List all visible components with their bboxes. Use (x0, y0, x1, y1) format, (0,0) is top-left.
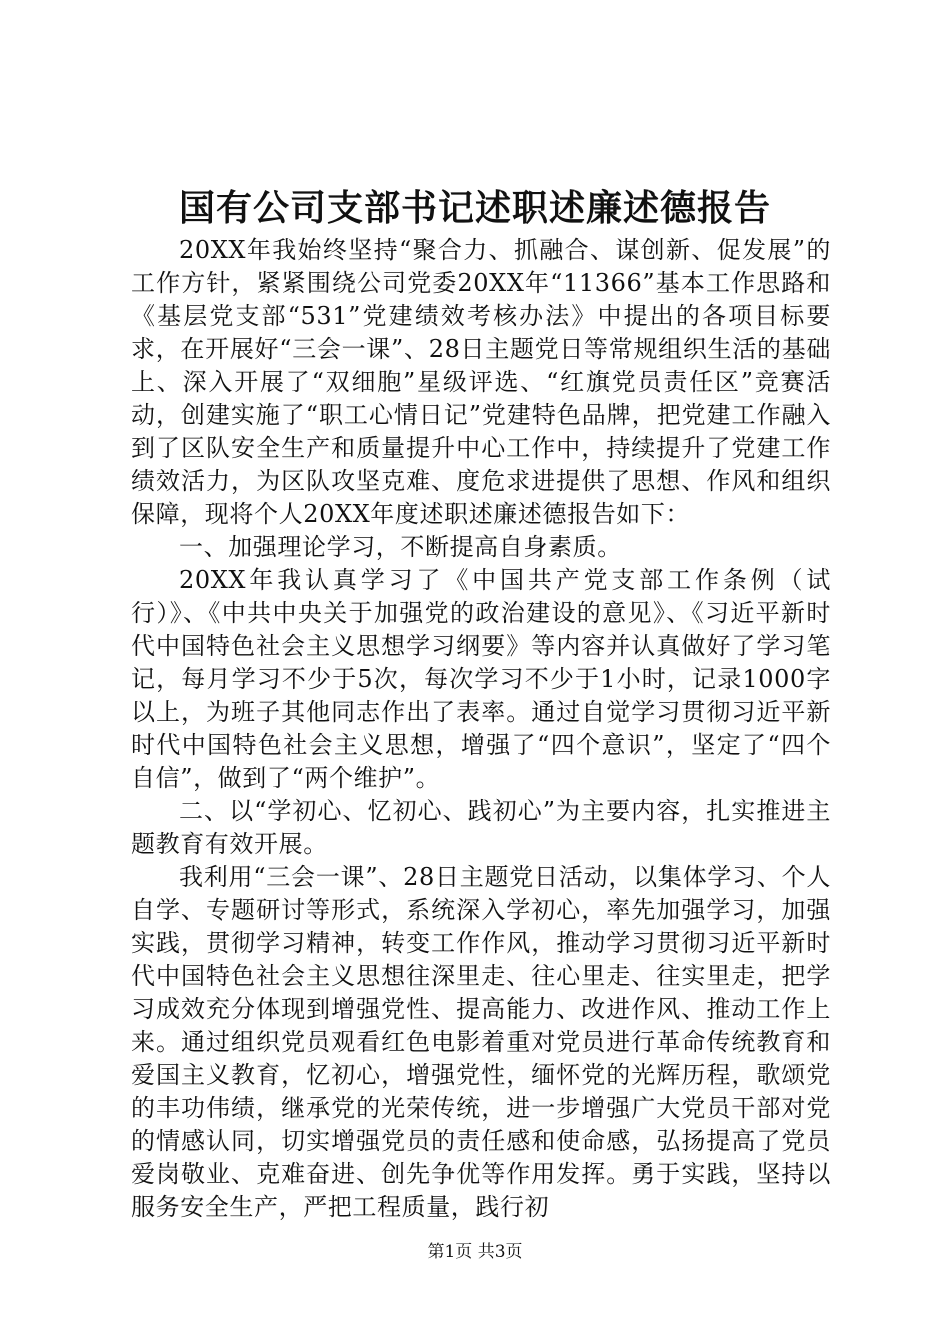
page-footer: 第1页 共3页 (427, 1242, 523, 1262)
page-title: 国有公司支部书记述职述廉述德报告 (178, 187, 771, 229)
section-heading-2: 二、以“学初心、忆初心、践初心”为主要内容，扎实推进主题教育有效开展。 (131, 797, 831, 858)
intro-paragraph: 20XX年我始终坚持“聚合力、抓融合、谋创新、促发展”的工作方针，紧紧围绕公司党委20XX年“11366”基本工作思路和《基层党支部“531”党建绩效考核办法》中提出的各项目标要求，在开展好“三会一课”、28日主题党日等常规组织生活的基础上、深入开展了“双细胞”星级评选、“红旗党员责任区”竞赛活动，创建实施了“职工心情日记”党建特色品牌，把党建工作融入到了区队安全生产和质量提升中心工作中，持续提升了党建工作绩效活力，为区队攻坚克难、度危求进提供了思想、作风和组织保障，现将个人20XX年度述职述廉述德报告如下： (131, 236, 831, 528)
section-1-paragraph: 20XX年我认真学习了《中国共产党支部工作条例（试行）》、《中共中央关于加强党的政治建设的意见》、《习近平新时代中国特色社会主义思想学习纲要》等内容并认真做好了学习笔记，每月学习不少于5次，每次学习不少于1小时，记录1000字以上，为班子其他同志作出了表率。通过自觉学习贯彻习近平新时代中国特色社会主义思想，增强了“四个意识”，坚定了“四个自信”，做到了“两个维护”。 (131, 566, 831, 792)
section-2-paragraph: 我利用“三会一课”、28日主题党日活动，以集体学习、个人自学、专题研讨等形式，系统深入学初心，率先加强学习，加强实践，贯彻学习精神，转变工作作风，推动学习贯彻习近平新时代中国特色社会主义思想往深里走、往心里走、往实里走，把学习成效充分体现到增强党性、提高能力、改进作风、推动工作上来。通过组织党员观看红色电影着重对党员进行革命传统教育和爱国主义教育，忆初心，增强党性，缅怀党的光辉历程，歌颂党的丰功伟绩，继承党的光荣传统，进一步增强广大党员干部对党的情感认同，切实增强党员的责任感和使命感，弘扬提高了党员爱岗敬业、克难奋进、创先争优等作用发挥。勇于实践，坚持以服务安全生产，严把工程质量，践行初 (131, 863, 831, 1221)
document-body (131, 234, 831, 1224)
section-heading-1: 一、加强理论学习，不断提高自身素质。 (179, 533, 622, 561)
